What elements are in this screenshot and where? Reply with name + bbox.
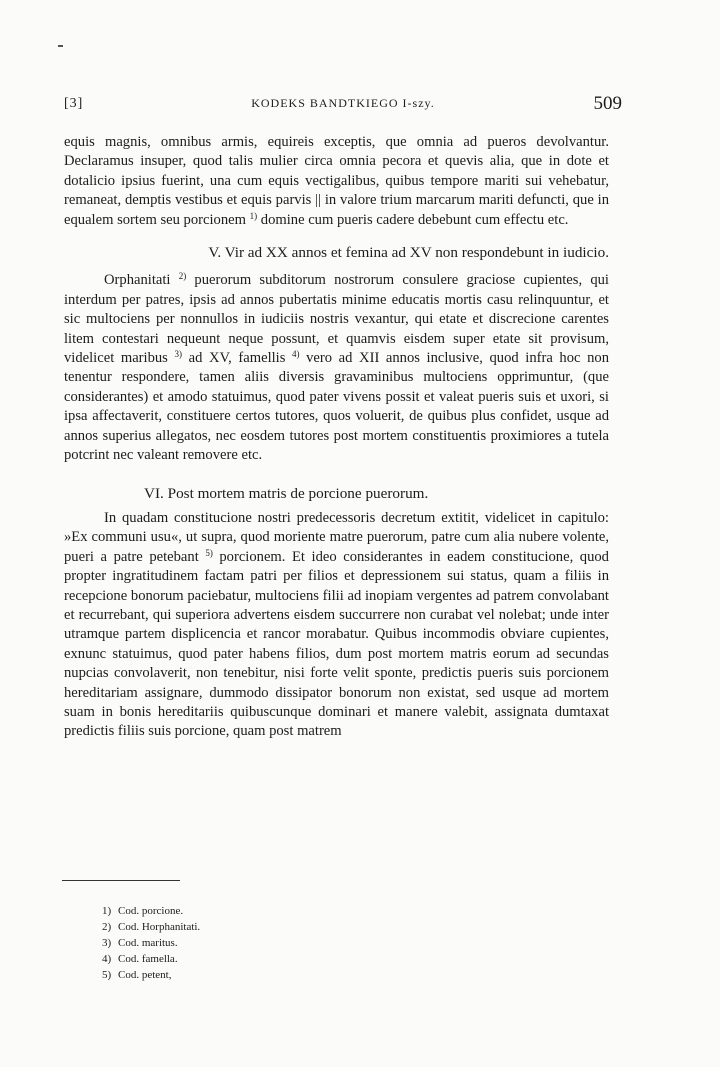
running-title: KODEKS BANDTKIEGO I-szy. [251,96,435,110]
footnote: 1) Cod. porcione. [102,905,184,917]
page-number: 509 [593,93,622,114]
heading-section-6: VI. Post mortem matris de porcione puerorum. [144,484,429,502]
paragraph-2-cont: ad XV, famellis [181,350,286,367]
footnote-ref-3: 3) [174,349,182,360]
footnote-divider [62,880,180,881]
paragraph-3 [64,509,609,742]
footnote-ref-5: 5) [205,547,213,558]
footnote: 4) Cod. famella. [102,953,178,965]
paragraph-1-text: equis magnis, omnibus armis, equireis exceptis, que omnia ad pueros devolvantur. Declaramus insuper, quod talis mulier circa omnia pecora et quevis alia, que in dote et dotalicio ipsius fuerint, una cum equis vectigalibus, quibus tempore mariti sui vehebatur, remaneat, demptis vestibus et equis parvis || in valore trium marcarum mariti defuncti, que in equalem sortem seu porcionem [64,134,609,228]
paragraph-2 [64,271,609,465]
paragraph-2-end: vero ad XII annos inclusive, quod infra hoc non tenentur respondere, tamen aliis diversis gravaminibus multociens opprimuntur, (que considerantes) et amodo statuimus, quod pater vivens possit et valeat pueris suis et uxori, si ipsa affectaverit, constituere certos tutores, quos voluerit, de quibus plus confidet, usque ad annos superius allegatos, nec eosdem tutores post mortem constituentis proximiores a tutela potcrint nec valeant removere etc. [64,350,609,464]
footnote-ref-2: 2) [178,271,187,282]
footnote-ref-4: 4) [292,349,300,360]
paragraph-1 [64,133,609,230]
paragraph-2-text: puerorum subditorum nostrorum consulere graciose cupientes, qui interdum per patres, ipsis ad annos pubertatis minime educatis mortis casu relinquuntur, et sic multociens per nonnullos in iudiciis nostris vexantur, qui etate et discrecione carentes litem contestari nequeunt neque possunt, et quamvis eisdem super etate sit provisum, videlicet maribus [64,272,609,367]
footnote-ref-1: 1) [249,210,258,221]
footnote: 2) Cod. Horphanitati. [102,921,201,933]
section-marker: [3] [64,96,84,111]
footnotes [102,903,200,983]
running-header [64,93,622,123]
heading-section-5: V. Vir ad XX annos et femina ad XV non respondebunt in iudicio. [208,244,609,262]
footnote: 5) Cod. petent, [102,969,172,981]
scan-speck [58,45,63,47]
paragraph-2-start: Orphanitati [104,272,171,289]
paragraph-3-start: In quadam constitucione nostri predecessoris decretum extitit, videlicet in capitulo: »Ex communi usu«, ut supra, quod moriente matre puerorum, patre cum alia nubere volente, pueri a patre petebant [64,509,609,565]
body-text [64,133,609,742]
footnote: 3) Cod. maritus. [102,937,178,949]
paragraph-3-text: porcionem. Et ideo considerantes in eadem constitucione, quod propter ingratitudinem factam patri per filios et depressionem sui status, quam a filiis in recepcione bonorum paciebatur, multociens filii ad inopiam vergentes ad patrem convolabant et recurrebant, qui superiora advertens eisdem succurrere non curabat vel nolebat; unde inter utramque partem displicencia et rancor morabatur. Quibus incommodis obviare cupientes, exnunc statuimus, quod pater habens filios, dum post mortem matris eorum ad secundas nupcias convolaverit, non tenebitur, nisi forte velit sponte, predictis pueris suis porcionem hereditariam assignare, dummodo dissipator bonorum non existat, sed usque ad mortem suam in bonis hereditariis quibuscunque dominari et manere valebit, assignata dumtaxat predictis filiis suis porcione, quam post matrem [64,548,609,740]
paragraph-1-end: domine cum pueris cadere debebunt cum effectu etc. [257,211,569,228]
